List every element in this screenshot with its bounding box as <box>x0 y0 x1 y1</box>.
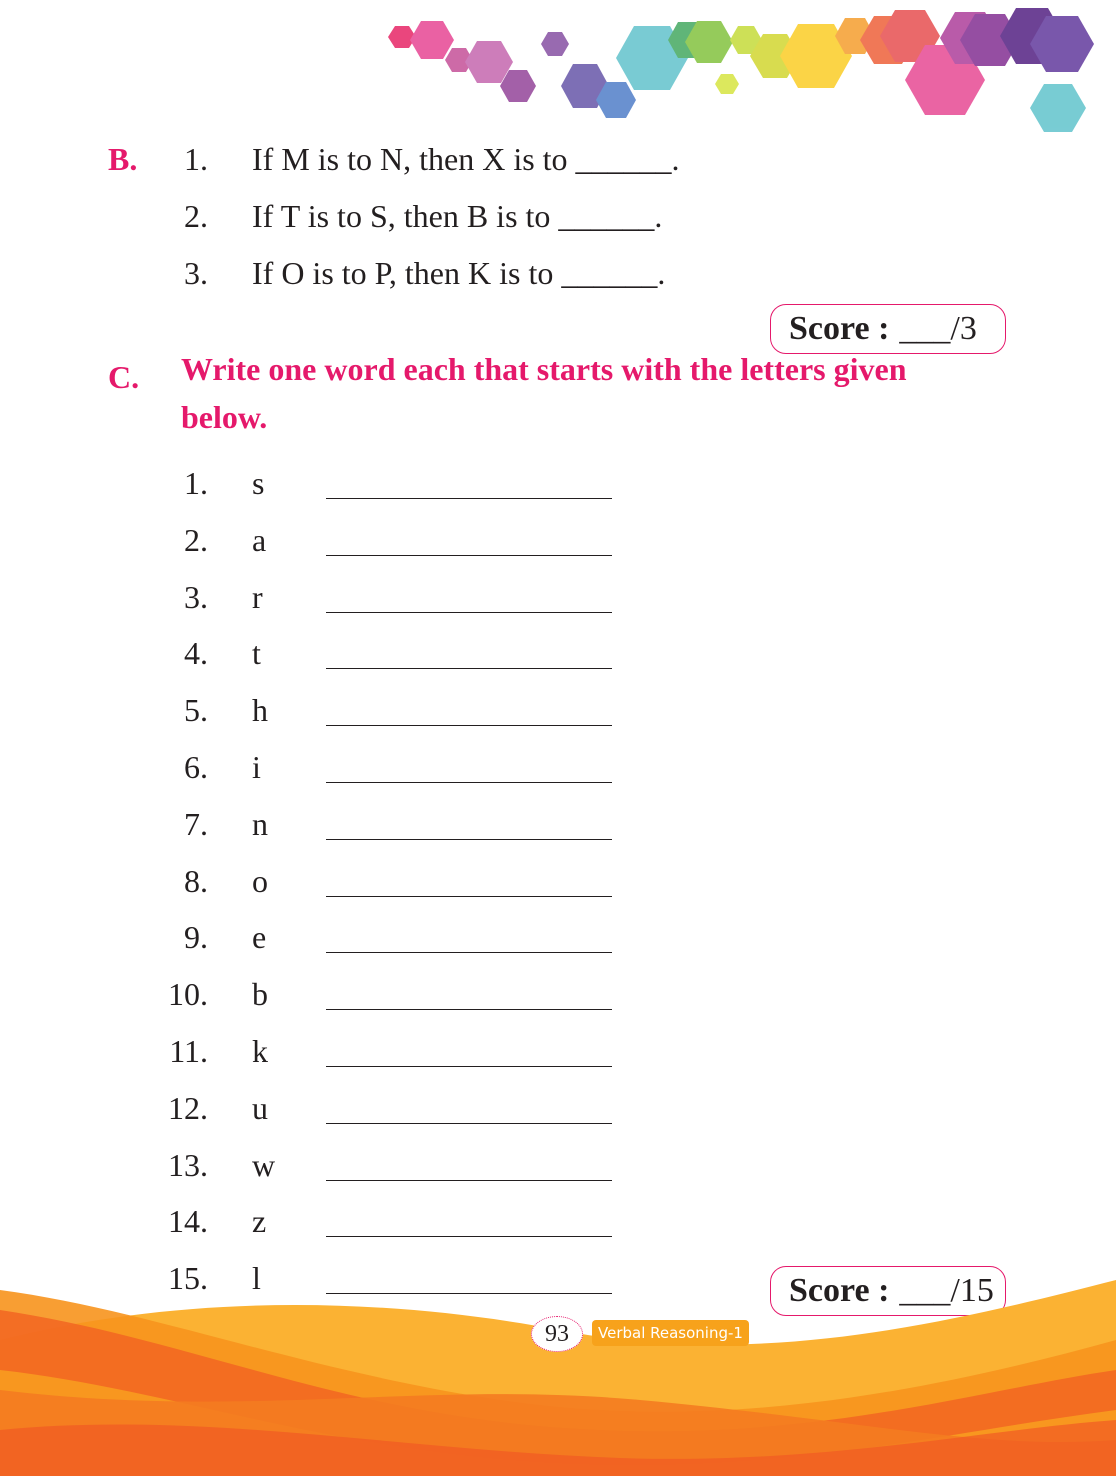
score-label: Score : <box>789 310 890 347</box>
section-c-item-letter: z <box>252 1203 267 1239</box>
section-c-item-number: 10. <box>168 976 208 1012</box>
section-c-item-number: 4. <box>184 635 208 671</box>
answer-blank-line[interactable] <box>326 1123 612 1124</box>
answer-blank-line[interactable] <box>326 725 612 726</box>
section-c-item-number: 1. <box>184 465 208 501</box>
answer-blank-line[interactable] <box>326 612 612 613</box>
section-c-item-number: 8. <box>184 863 208 899</box>
section-c-item-letter: k <box>252 1033 268 1069</box>
answer-blank-line[interactable] <box>326 782 612 783</box>
section-c-item-letter: n <box>252 806 268 842</box>
answer-blank-line[interactable] <box>326 896 612 897</box>
hexagon-header-decoration <box>0 0 1116 140</box>
score-value: ___/3 <box>899 310 977 347</box>
section-c-item-number: 13. <box>168 1147 208 1183</box>
section-c-item-letter: e <box>252 919 267 955</box>
answer-blank-line[interactable] <box>326 952 612 953</box>
section-c-item-letter: r <box>252 579 263 615</box>
section-b-score-box <box>770 304 1006 354</box>
section-c-item-number: 15. <box>168 1260 208 1296</box>
section-c-item-letter: i <box>252 749 261 785</box>
answer-blank-line[interactable] <box>326 555 612 556</box>
section-b-item-number: 2. <box>184 198 208 234</box>
score-value: ___/15 <box>899 1272 994 1309</box>
section-c-item-letter: s <box>252 465 265 501</box>
section-c-item-letter: h <box>252 692 268 728</box>
section-c-title-line2: below. <box>181 399 268 435</box>
section-c-item-number: 6. <box>184 749 208 785</box>
answer-blank-line[interactable] <box>326 498 612 499</box>
answer-blank-line[interactable] <box>326 1180 612 1181</box>
book-title-tag: Verbal Reasoning-1 <box>592 1320 749 1346</box>
section-b-item-number: 3. <box>184 255 208 291</box>
answer-blank-line[interactable] <box>326 1236 612 1237</box>
section-b-item-number: 1. <box>184 141 208 177</box>
section-c-item-number: 9. <box>184 919 208 955</box>
section-b-item-text: If O is to P, then K is to ______. <box>252 255 666 291</box>
section-c-item-letter: u <box>252 1090 268 1126</box>
section-c-item-number: 14. <box>168 1203 208 1239</box>
section-c-item-letter: o <box>252 863 268 899</box>
section-c-title-line1: Write one word each that starts with the letters given <box>181 351 907 387</box>
section-c-item-number: 7. <box>184 806 208 842</box>
answer-blank-line[interactable] <box>326 1009 612 1010</box>
section-c-item-letter: b <box>252 976 268 1012</box>
section-c-item-letter: a <box>252 522 267 558</box>
section-c-item-number: 12. <box>168 1090 208 1126</box>
section-b-letter: B. <box>108 141 138 177</box>
section-c-item-number: 3. <box>184 579 208 615</box>
section-b-item-text: If M is to N, then X is to ______. <box>252 141 680 177</box>
score-label: Score : <box>789 1272 890 1309</box>
section-c-letter: C. <box>108 359 140 395</box>
section-c-item-letter: t <box>252 635 261 671</box>
section-c-item-number: 11. <box>169 1033 208 1069</box>
page-number: 93 <box>531 1316 583 1352</box>
answer-blank-line[interactable] <box>326 839 612 840</box>
answer-blank-line[interactable] <box>326 1066 612 1067</box>
section-b-item-text: If T is to S, then B is to ______. <box>252 198 663 234</box>
footer-wave-decoration <box>0 1280 1116 1476</box>
section-c-item-number: 5. <box>184 692 208 728</box>
section-c-item-number: 2. <box>184 522 208 558</box>
section-c-item-letter: w <box>252 1147 276 1183</box>
answer-blank-line[interactable] <box>326 668 612 669</box>
section-c-item-letter: l <box>252 1260 261 1296</box>
